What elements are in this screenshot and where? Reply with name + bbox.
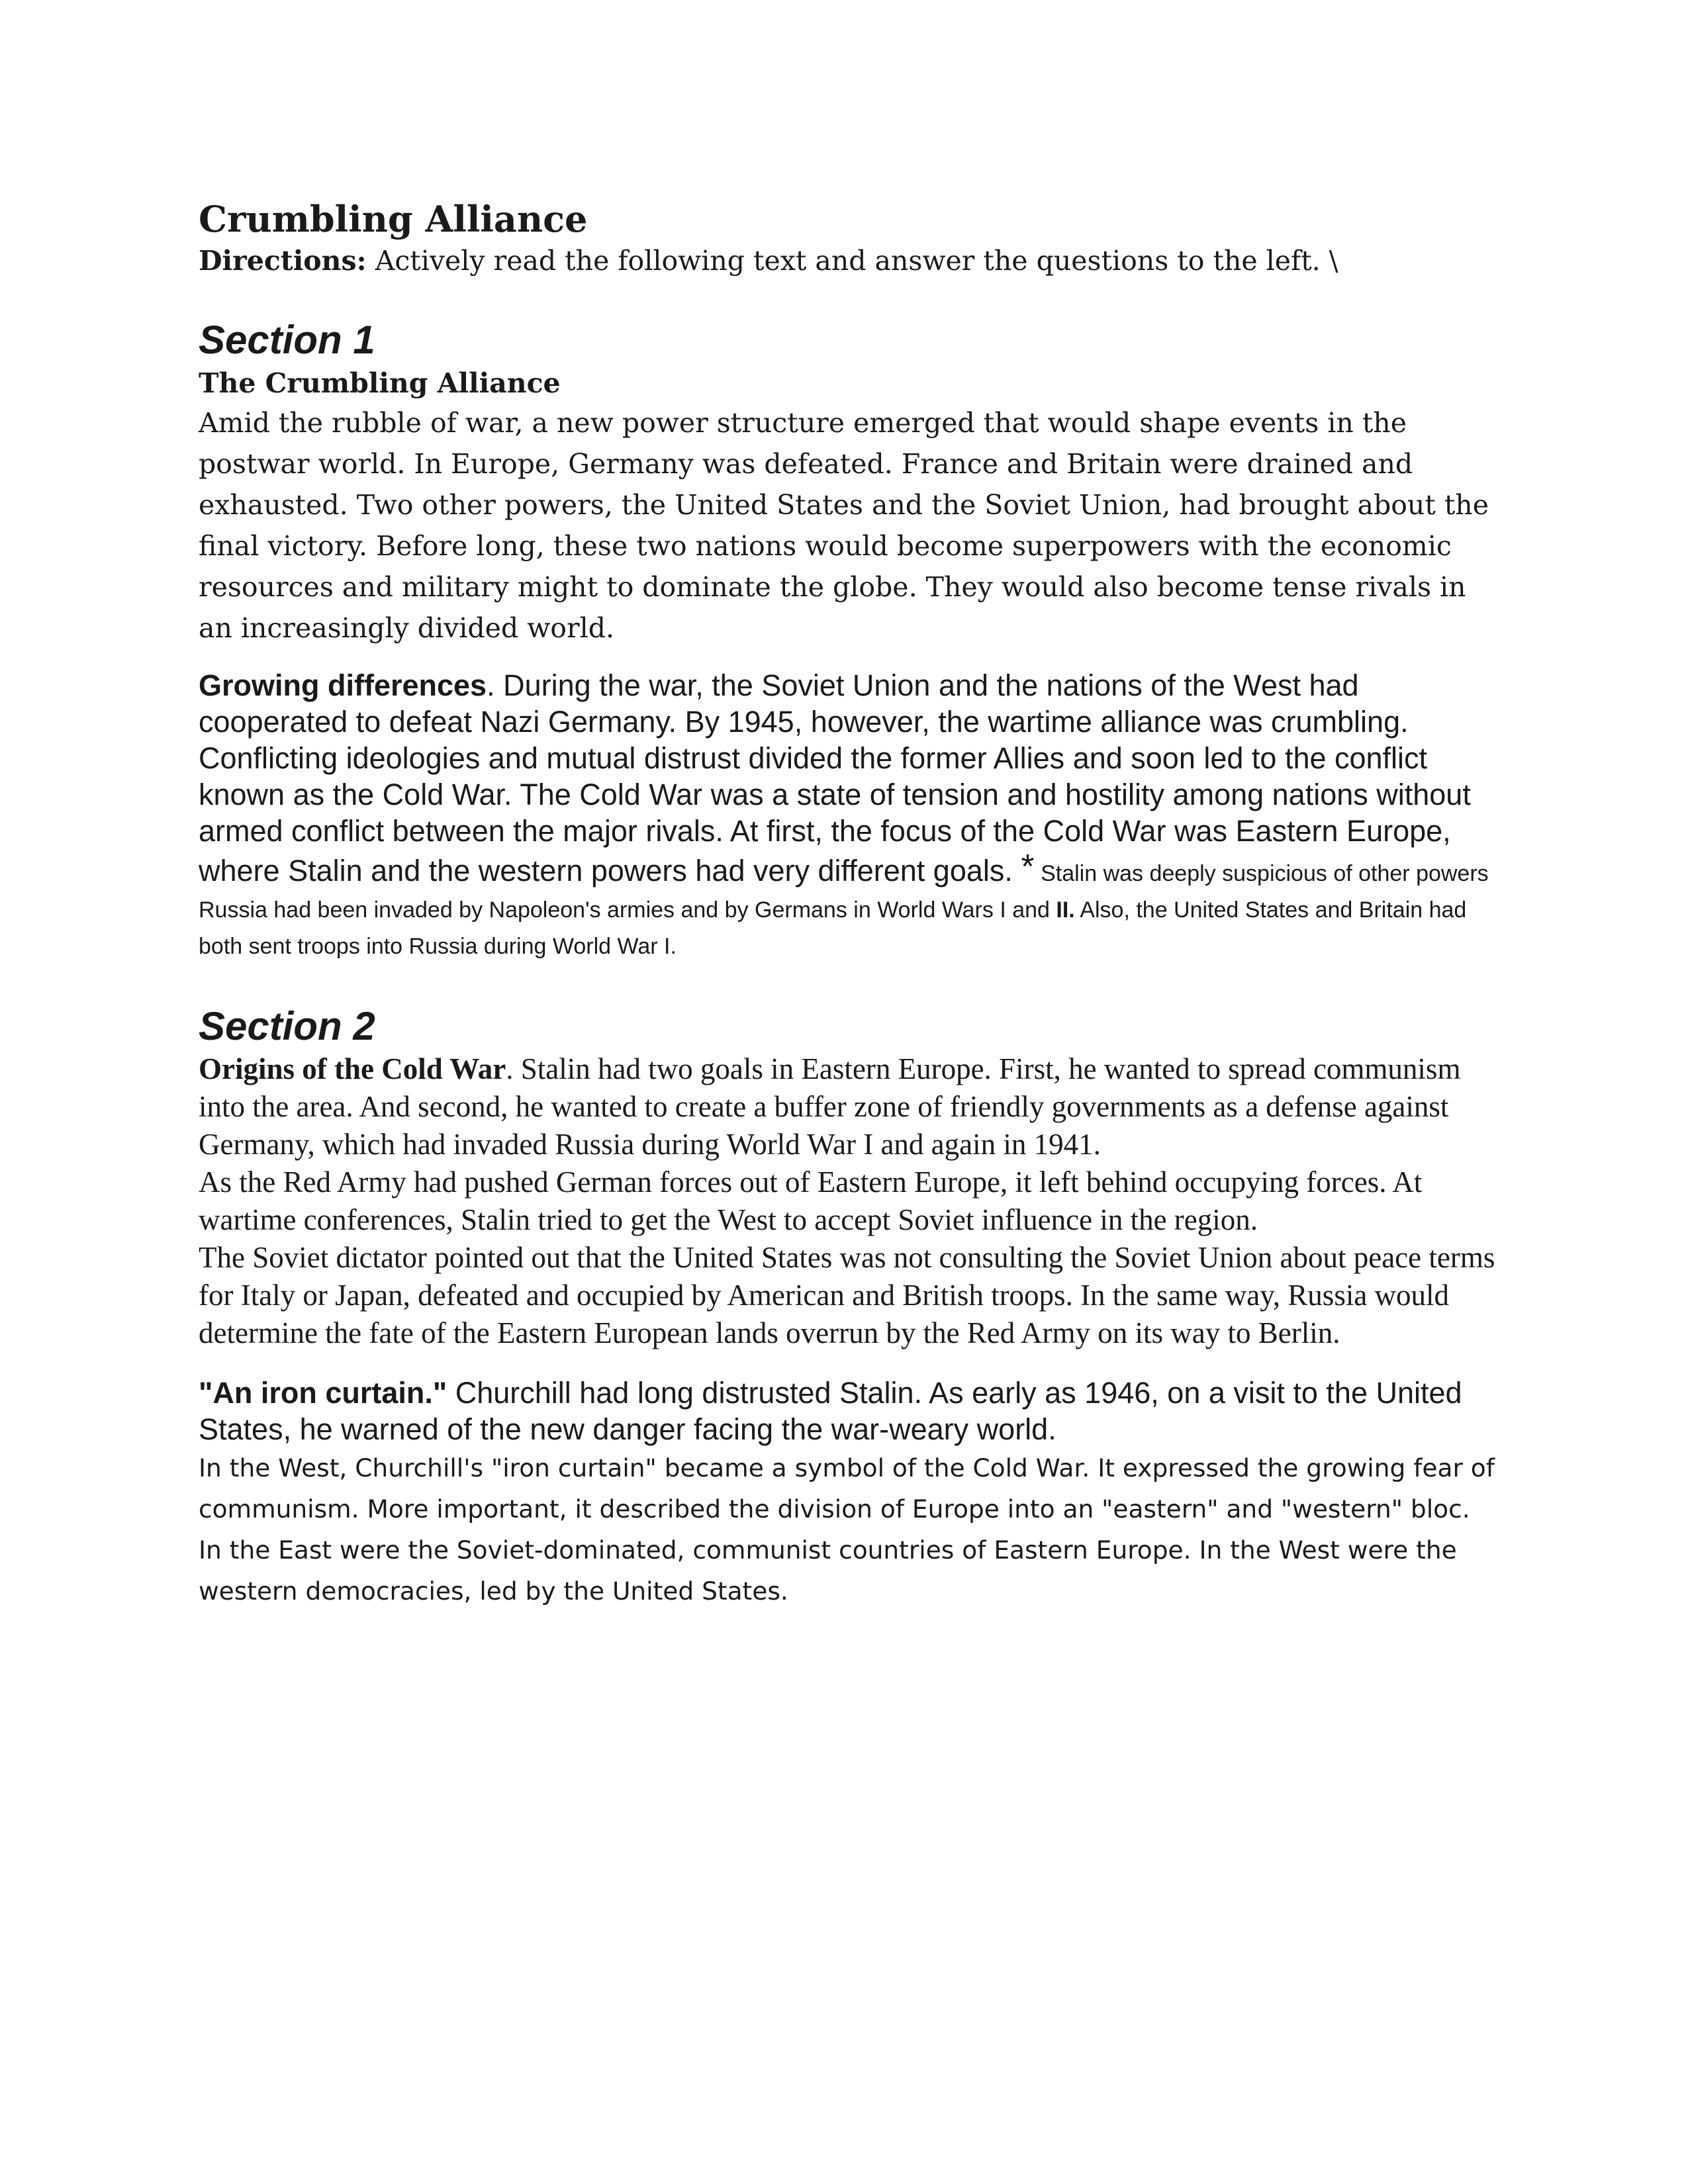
growing-differences-text: . During the war, the Soviet Union and the nations of the West had cooperated to defeat Nazi Germany. By 1945, however, the wartime alliance was crumbling. Conflicting ideologies and mutual distrust divided the former Allies and soon led to the conflict known as the Cold War. The Cold War was a state of tension and hostility among nations without armed conflict between the major rivals. At first, the focus of the Cold War was Eastern Europe, where Stalin and the western powers had very different goals.: [199, 668, 1471, 887]
iron-curtain-text: Churchill had long distrusted Stalin. As early as 1946, on a visit to the United States, he warned of the new danger facing the war-weary world.: [199, 1376, 1462, 1446]
section-1-heading: Section 1: [199, 318, 375, 362]
directions-text: Actively read the following text and answer the questions to the left. \: [366, 245, 1338, 277]
red-army-paragraph: As the Red Army had pushed German forces out of Eastern Europe, it left behind occupying forces. At wartime conferences, Stalin tried to get the West to accept Soviet influence in the region.: [199, 1165, 1423, 1236]
document-page: [199, 196, 1496, 1612]
iron-curtain-paragraph: [199, 1375, 1496, 1447]
cold-war-symbol-paragraph: In the West, Churchill's "iron curtain" became a symbol of the Cold War. It expressed the growing fear of communism. More important, it described the division of Europe into an "eastern" and "western" bloc. In the East were the Soviet-dominated, communist countries of Eastern Europe. In the West were the western democracies, led by the United States.: [199, 1453, 1495, 1606]
section-1-subheading: The Crumbling Alliance: [199, 367, 561, 399]
directions-label: Directions:: [199, 245, 367, 277]
growing-differences-paragraph: [199, 667, 1496, 962]
soviet-dictator-paragraph: The Soviet dictator pointed out that the United States was not consulting the Soviet Union about peace terms for Italy or Japan, defeated and occupied by American and British troops. In the same way, Russia would determine the fate of the Eastern European lands overrun by the Red Army on its way to Berlin.: [199, 1241, 1495, 1349]
directions: [199, 242, 1496, 279]
iron-curtain-lead: "An iron curtain.": [199, 1376, 447, 1410]
origins-paragraph: [199, 1050, 1496, 1163]
origins-text: . Stalin had two goals in Eastern Europe. First, he wanted to spread communism into the area. And second, he wanted to create a buffer zone of friendly governments as a defense against Germany, which had invaded Russia during World War I and again in 1941.: [199, 1052, 1461, 1161]
section-1-paragraph: Amid the rubble of war, a new power structure emerged that would shape events in the postwar world. In Europe, Germany was defeated. France and Britain were drained and exhausted. Two other powers, the United States and the Soviet Union, had brought about the final victory. Before long, these two nations would become superpowers with the economic resources and military might to dominate the globe. They would also become tense rivals in an increasingly divided world.: [199, 407, 1489, 644]
section-2-heading: Section 2: [199, 1004, 375, 1048]
footnote-part-b: Also, the United States and Britain had both sent troops into Russia during World War I.: [199, 897, 1467, 959]
footnote-part-a: Stalin was deeply suspicious of other powers Russia had been invaded by Napoleon's armies and by Germans in World Wars I and: [199, 861, 1489, 923]
growing-differences-lead: Growing differences: [199, 668, 487, 702]
page-title: Crumbling Alliance: [199, 198, 588, 240]
asterisk-marker: *: [1021, 848, 1035, 886]
origins-lead: Origins of the Cold War: [199, 1052, 506, 1085]
footnote-bold: II.: [1056, 897, 1075, 923]
